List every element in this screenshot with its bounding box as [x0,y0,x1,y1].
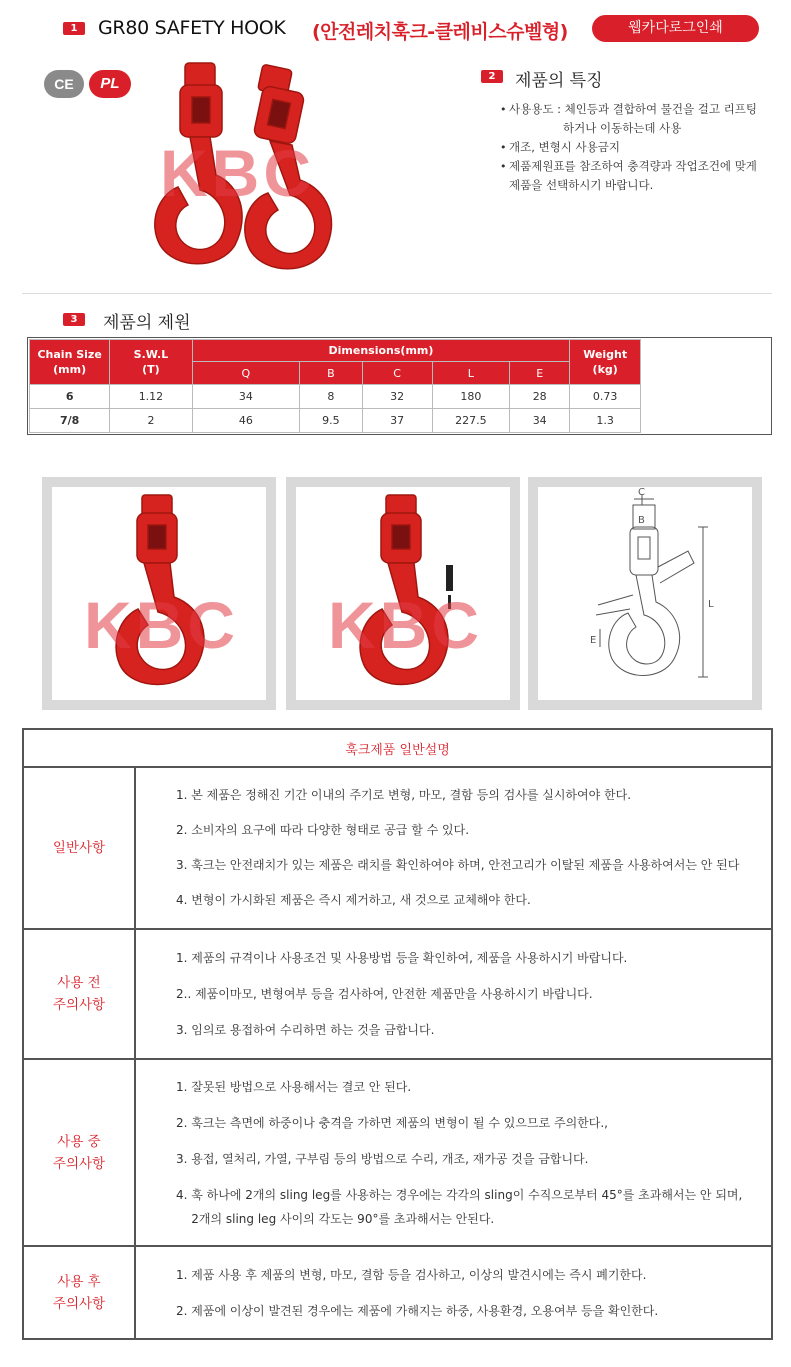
kbc-watermark: KBC [160,136,315,210]
section-label: 사용 후 주의사항 [23,1246,135,1339]
diagram-label-c: C [638,487,645,498]
product-photo [140,55,360,280]
col-e: E [510,362,570,385]
section-label: 일반사항 [23,767,135,929]
product-subtitle: (안전레치훅크-클레비스슈벨형) [312,21,568,43]
ce-mark-icon: CE [44,70,84,98]
photo-box-front [42,477,276,710]
col-dimensions: Dimensions(mm) [192,340,570,362]
section-number-badge: 2 [481,70,503,83]
table-row: 사용 후 주의사항 1. 제품 사용 후 제품의 변형, 마모, 결함 등을 검사하고, 이상의 발견시에는 즉시 폐기한다. 2. 제품에 이상이 발견된 경우에는 제품에 가해지는 하중, 사용환경, 오용여부 등을 확인한다. [23,1246,772,1339]
col-swl: S.W.L (T) [110,340,192,385]
kbc-watermark: KBC [84,588,239,662]
table-row: 일반사항 1. 본 제품은 정해진 기간 이내의 주기로 변형, 마모, 결함 등의 검사를 실시하여야 한다. 2. 소비자의 요구에 따라 다양한 형태로 공급 할 수 있다. 3. 훅크는 안전래치가 있는 제품은 래치를 확인하여야 하며, 안전고리가 이탈된 제품을 사용하여서는 안 된다 4. 변형이 가시화된 제품은 즉시 제거하고, 새 것으로 교체해야 한다. [23,767,772,929]
section-divider [22,293,772,294]
features-list [500,100,785,195]
diagram-label-b: B [638,515,645,526]
spec-table [29,339,641,433]
col-l: L [432,362,509,385]
section-label: 사용 중 주의사항 [23,1059,135,1246]
general-title: 훅크제품 일반설명 [23,729,772,767]
web-catalog-print-button[interactable]: 웹카다로그인쇄 [592,15,759,42]
features-title: 제품의 특징 [515,71,603,91]
section-number-badge: 3 [63,313,85,326]
col-b: B [300,362,362,385]
section-number-badge: 1 [63,22,85,35]
spec-table-frame [27,337,772,435]
kbc-watermark: KBC [328,588,483,662]
feature-item: • 사용용도 : 체인등과 결합하여 물건을 걸고 리프팅 하거나 이동하는데 사용 [500,100,785,138]
hook-dimension-diagram [538,487,752,700]
pl-mark-icon: PL [89,70,131,98]
product-title: GR80 SAFETY HOOK [98,17,286,39]
spec-title: 제품의 제원 [103,313,191,333]
col-chain-size: Chain Size (mm) [30,340,110,385]
col-weight: Weight (kg) [570,340,641,385]
photo-box-with-pin [286,477,520,710]
general-description-table [22,728,773,1340]
diagram-label-l: L [708,599,714,610]
diagram-label-e: E [590,635,597,646]
table-row: 7/8 2 46 9.5 37 227.5 34 1.3 [30,409,641,433]
section-label: 사용 전 주의사항 [23,929,135,1059]
table-row: 사용 중 주의사항 1. 잘못된 방법으로 사용해서는 결코 안 된다. 2. 훅크는 측면에 하중이나 충격을 가하면 제품의 변형이 될 수 있으므로 주의한다., 3. 용접, 열처리, 가열, 구부림 등의 방법으로 수리, 개조, 재가공 것을 금합니다. 4. 훅 하나에 2개의 sling leg를 사용하는 경우에는 각각의 sling이 수직으로부터 45°를 초과해서는 안 되며, 2개의 sling leg 사이의 각도는 90°를 초과해서는 안된다. [23,1059,772,1246]
photo-box-diagram [528,477,762,710]
col-q: Q [192,362,300,385]
table-row: 6 1.12 34 8 32 180 28 0.73 [30,385,641,409]
feature-item: • 제품제원표를 참조하여 충격량과 작업조건에 맞게 제품을 선택하시기 바랍니다. [500,157,785,195]
feature-item: • 개조, 변형시 사용금지 [500,138,785,157]
col-c: C [362,362,432,385]
table-row: 사용 전 주의사항 1. 제품의 규격이나 사용조건 및 사용방법 등을 확인하여, 제품을 사용하시기 바랍니다. 2.. 제품이마모, 변형여부 등을 검사하여, 안전한 제품만을 사용하시기 바랍니다. 3. 임의로 용접하여 수리하면 하는 것을 금합니다. [23,929,772,1059]
